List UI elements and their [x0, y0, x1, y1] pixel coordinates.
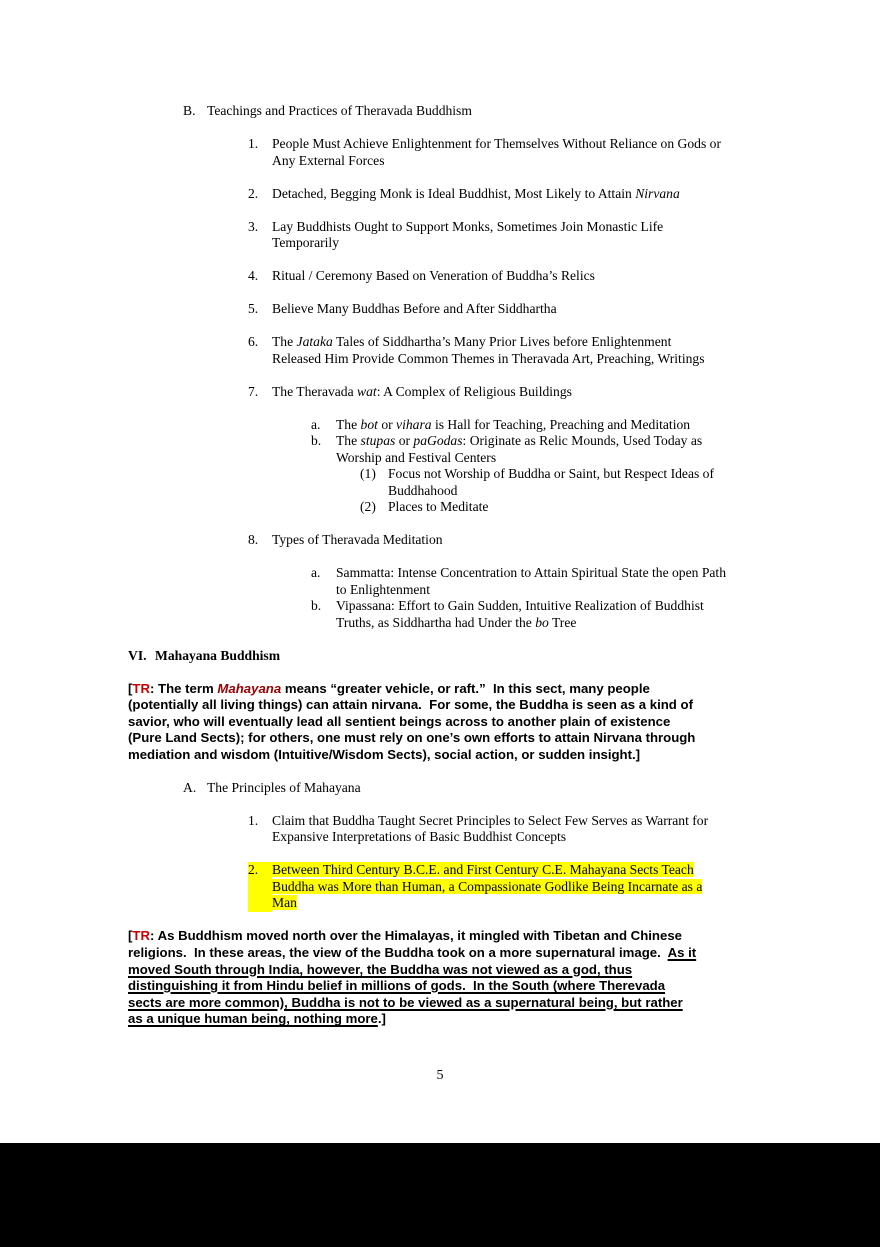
- heading-title: Mahayana Buddhism: [155, 647, 281, 663]
- list-marker: 5.: [248, 301, 259, 316]
- text-line: [128, 697, 768, 714]
- heading-marker: VI.: [128, 647, 147, 663]
- list-item-text: [272, 813, 708, 846]
- text-line: [272, 532, 443, 549]
- text-segment: Expansive Interpretations of Basic Buddhist Concepts: [272, 829, 567, 845]
- text-segment: : Originate as Relic Mounds, Used Today as: [462, 433, 703, 448]
- text-segment: mediation and wisdom (Intuitive/Wisdom Sects), social action, or sudden insight.]: [128, 746, 641, 762]
- text-line: [336, 582, 726, 599]
- text-segment: Tree: [548, 614, 577, 630]
- text-segment: paGodas: [413, 433, 463, 448]
- list-marker: a.: [311, 416, 321, 432]
- text-line: [128, 681, 768, 698]
- list-item-text: [272, 334, 704, 367]
- list-item-text: [272, 532, 443, 549]
- list-item-text: [336, 598, 704, 631]
- list-item-text: [272, 186, 680, 203]
- text-segment: Buddhahood: [388, 482, 458, 498]
- list-marker: b.: [311, 433, 322, 448]
- page-number-label: 5: [436, 1068, 444, 1083]
- text-line: [272, 862, 702, 879]
- text-line: [336, 433, 702, 450]
- text-line: [336, 598, 704, 615]
- text-line: [128, 714, 768, 731]
- text-line: [272, 268, 595, 285]
- text-segment: Lay Buddhists Ought to Support Monks, Sometimes Join Monastic Life: [272, 218, 664, 234]
- text-segment: bot: [360, 416, 378, 432]
- text-line: [128, 978, 768, 995]
- list-item: [0, 862, 880, 912]
- list-item-text: [272, 301, 557, 318]
- text-segment: Nirvana: [635, 185, 680, 201]
- text-segment: .]: [377, 1011, 386, 1027]
- text-segment: As it: [667, 945, 697, 961]
- text-line: [272, 301, 557, 318]
- list-item: [0, 417, 880, 434]
- list-marker: 6.: [248, 334, 259, 349]
- text-segment: means “greater vehicle, or raft.” In this sect, many people: [281, 680, 650, 696]
- text-line: [336, 615, 704, 632]
- list-item: [0, 565, 880, 598]
- text-segment: Mahayana: [217, 680, 282, 696]
- list-item: [0, 186, 880, 203]
- list-marker: 1.: [248, 812, 259, 828]
- text-segment: [: [128, 680, 133, 696]
- list-item: [0, 532, 880, 549]
- list-item-text: [272, 268, 595, 285]
- list-item: [0, 268, 880, 285]
- text-line: [336, 450, 702, 467]
- text-segment: or: [395, 433, 414, 448]
- heading-marker: B.: [183, 103, 196, 118]
- text-segment: sects are more common), Buddha is not to be viewed as a supernatural being, but rather: [128, 994, 683, 1010]
- text-line: [388, 499, 488, 516]
- text-segment: moved South through India, however, the Buddha was not viewed as a god, thus: [128, 961, 633, 977]
- text-segment: Places to Meditate: [388, 499, 489, 514]
- text-segment: Any External Forces: [272, 152, 385, 168]
- text-segment: Man: [272, 895, 297, 911]
- text-segment: Detached, Begging Monk is Ideal Buddhist, Most Likely to Attain: [272, 185, 636, 201]
- text-segment: Vipassana: Effort to Gain Sudden, Intuitive Realization of Buddhist: [336, 598, 704, 613]
- list-marker: 1.: [248, 136, 259, 151]
- text-segment: TR: [132, 928, 150, 944]
- tr-note-mahayana: [128, 681, 768, 764]
- text-segment: Tales of Siddhartha’s Many Prior Lives before Enlightenment: [332, 334, 672, 349]
- text-segment: The: [272, 334, 297, 349]
- text-line: [128, 747, 768, 764]
- text-segment: as a unique human being, nothing more: [128, 1011, 378, 1027]
- text-segment: bo: [535, 614, 549, 630]
- text-segment: TR: [132, 680, 150, 696]
- text-line: [272, 136, 721, 153]
- list-marker: 4.: [248, 268, 259, 283]
- list-marker: 2.: [248, 862, 272, 912]
- text-segment: vihara: [396, 416, 432, 432]
- text-segment: wat: [357, 383, 377, 399]
- text-segment: stupas: [360, 433, 396, 448]
- text-line: [272, 384, 572, 401]
- text-line: [272, 829, 708, 846]
- text-line: [272, 153, 721, 170]
- text-line: [128, 928, 768, 945]
- list-item-text: [336, 433, 702, 466]
- text-segment: Focus not Worship of Buddha or Saint, but Respect Ideas of: [388, 466, 714, 481]
- text-segment: Believe Many Buddhas Before and After Siddhartha: [272, 301, 557, 316]
- text-line: [336, 565, 726, 582]
- list-marker: (1): [360, 466, 376, 481]
- list-marker: 3.: [248, 218, 259, 234]
- heading-section-vi: [0, 648, 880, 665]
- text-line: [128, 962, 768, 979]
- text-segment: : A Complex of Religious Buildings: [376, 383, 572, 399]
- text-segment: or: [377, 416, 397, 432]
- text-line: [128, 1011, 768, 1028]
- text-segment: savior, who will eventually lead all sentient beings across to another plain of existence: [128, 713, 671, 729]
- list-item-text: [388, 499, 488, 516]
- text-line: [272, 235, 663, 252]
- text-segment: Ritual / Ceremony Based on Veneration of Buddha’s Relics: [272, 268, 595, 283]
- theravada-outline-list: [0, 136, 880, 631]
- text-line: [272, 186, 680, 203]
- text-segment: : The term: [150, 680, 218, 696]
- heading-title: The Principles of Mahayana: [207, 779, 361, 795]
- list-marker: (2): [360, 499, 376, 514]
- text-segment: [: [128, 928, 133, 944]
- text-segment: Claim that Buddha Taught Secret Principles to Select Few Serves as Warrant for: [272, 812, 709, 828]
- mahayana-principles-list: [0, 813, 880, 912]
- list-item: [0, 301, 880, 318]
- list-marker: 2.: [248, 185, 259, 201]
- text-segment: The: [336, 416, 361, 432]
- text-segment: The: [336, 433, 361, 448]
- tr-note-buddha-view: [128, 928, 768, 1028]
- list-marker: a.: [311, 565, 321, 580]
- list-item-text: [272, 136, 721, 169]
- text-line: [272, 351, 704, 368]
- text-segment: Temporarily: [272, 235, 339, 250]
- text-segment: Between Third Century B.C.E. and First Century C.E. Mahayana Sects Teach: [272, 862, 694, 878]
- text-line: [272, 879, 702, 896]
- list-item: [0, 813, 880, 846]
- text-segment: (potentially all living things) can attain nirvana. For some, the Buddha is seen as a kind of: [128, 697, 693, 713]
- heading-title: Teachings and Practices of Theravada Buddhism: [207, 103, 472, 118]
- list-marker: b.: [311, 598, 322, 613]
- heading-section-a: [0, 780, 880, 797]
- list-item-text: [336, 417, 690, 434]
- list-item: [0, 384, 880, 401]
- list-item: [0, 466, 880, 499]
- list-item-text: [388, 466, 714, 499]
- text-segment: Types of Theravada Meditation: [272, 532, 443, 547]
- text-segment: Buddha was More than Human, a Compassionate Godlike Being Incarnate as a: [272, 878, 703, 894]
- list-item-text: [336, 565, 726, 598]
- document-content: [0, 103, 880, 1028]
- text-segment: Released Him Provide Common Themes in Theravada Art, Preaching, Writings: [272, 350, 705, 366]
- list-marker: 7.: [248, 383, 259, 399]
- list-item: [0, 219, 880, 252]
- heading-marker: A.: [183, 779, 197, 795]
- list-item: [0, 334, 880, 367]
- text-line: [388, 483, 714, 500]
- list-item-text: [272, 384, 572, 401]
- text-line: [388, 466, 714, 483]
- text-segment: religions. In these areas, the view of the Buddha took on a more supernatural image.: [128, 945, 668, 961]
- list-item: [0, 136, 880, 169]
- text-segment: distinguishing it from Hindu belief in millions of gods. In the South (where Therevada: [128, 978, 666, 994]
- text-line: [272, 219, 663, 236]
- text-line: [336, 417, 690, 434]
- list-item: [0, 499, 880, 516]
- letterbox-bar: [0, 1143, 880, 1247]
- text-segment: Truths, as Siddhartha had Under the: [336, 614, 536, 630]
- text-line: [128, 730, 768, 747]
- list-item: [0, 598, 880, 631]
- text-segment: Jataka: [296, 334, 333, 349]
- text-line: [272, 895, 702, 912]
- text-segment: : As Buddhism moved north over the Himalayas, it mingled with Tibetan and Chinese: [150, 928, 682, 944]
- text-segment: The Theravada: [272, 383, 358, 399]
- text-line: [128, 945, 768, 962]
- list-item: [0, 433, 880, 466]
- text-line: [272, 813, 708, 830]
- text-segment: People Must Achieve Enlightenment for Themselves Without Reliance on Gods or: [272, 136, 721, 151]
- text-segment: Worship and Festival Centers: [336, 449, 497, 465]
- text-segment: (Pure Land Sects); for others, one must rely on one’s own efforts to attain Nirvana through: [128, 730, 696, 746]
- text-segment: to Enlightenment: [336, 581, 431, 597]
- text-segment: Sammatta: Intense Concentration to Attain Spiritual State the open Path: [336, 565, 726, 580]
- list-item-text: [272, 219, 663, 252]
- list-item-text: [272, 862, 702, 912]
- text-segment: is Hall for Teaching, Preaching and Meditation: [431, 416, 691, 432]
- heading-section-b: [0, 103, 880, 120]
- list-marker: 8.: [248, 532, 259, 547]
- text-line: [272, 334, 704, 351]
- text-line: [128, 995, 768, 1012]
